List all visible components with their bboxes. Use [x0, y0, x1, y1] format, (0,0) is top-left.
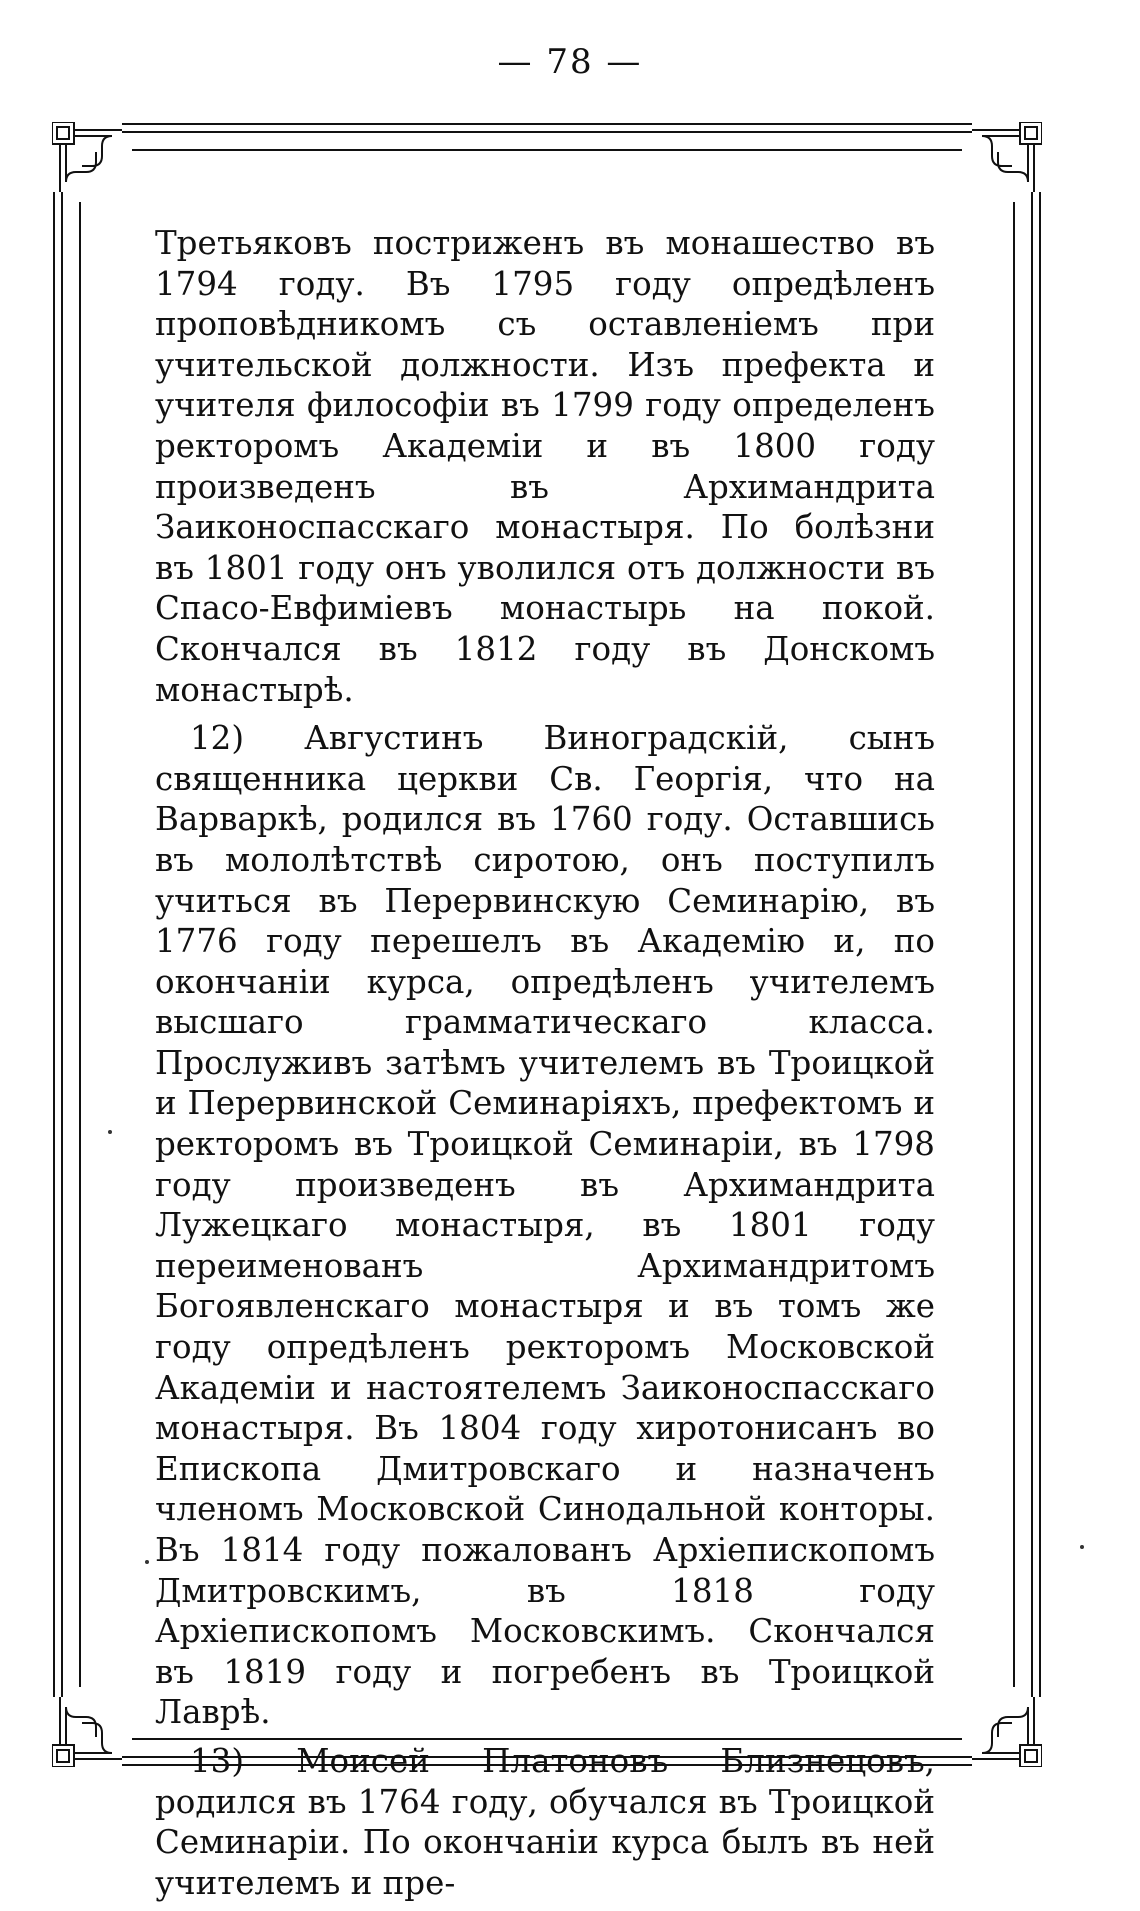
paragraph-avgustin: 12) Августинъ Виноградскій, сынъ священника церкви Св. Георгія, что на Варваркѣ, родился въ 1760 году. Оставшись въ мололѣтствѣ сиротою, онъ поступилъ учиться въ Перервинскую Семинарію, въ 1776 году перешелъ въ Академію и, по окончаніи курса, опредѣленъ учителемъ высшаго грамматическаго класса. Прослуживъ затѣмъ учителемъ въ Троицкой и Перервинской Семинаріяхъ, префектомъ и ректоромъ въ Троицкой Семинаріи, въ 1798 году произведенъ въ Архимандрита Лужецкаго монастыря, въ 1801 году переименованъ Архимандритомъ Богоявленскаго монастыря и въ томъ же году опредѣленъ ректоромъ Московской Академіи и настоятелемъ Заиконоспасскаго монастыря. Въ 1804 году хиротонисанъ во Епископа Дмитровскаго и назначенъ членомъ Московской Синодальной конторы. Въ 1814 году пожалованъ Архіепископомъ Дмитровскимъ, въ 1818 году Архіепископомъ Московскимъ. Скончался въ 1819 году и погребенъ въ Троицкой Лаврѣ. — [155, 719, 935, 1732]
page-number: — 78 — — [497, 42, 643, 82]
body-text — [155, 223, 935, 1911]
print-speck — [108, 1130, 112, 1134]
paragraph-continuation: Третьяковъ постриженъ въ монашество въ 1794 году. Въ 1795 году опредѣленъ проповѣдникомъ съ оставленіемъ при учительской должности. Изъ префекта и учителя философіи въ 1799 году определенъ ректоромъ Академіи и въ 1800 году произведенъ въ Архимандрита Заиконоспасскаго монастыря. По болѣзни въ 1801 году онъ уволился отъ должности въ Спасо-Евфиміевъ монастырь на покой. Скончался въ 1812 году въ Донскомъ монастырѣ. — [155, 224, 935, 709]
paragraph-moisei: 13) Моисей Платоновъ Близнецовъ, родился въ 1764 году, обучался въ Троицкой Семинаріи. По окончаніи курса былъ въ ней учителемъ и пре- — [155, 1741, 935, 1902]
print-speck — [145, 1560, 149, 1564]
print-speck — [1080, 1545, 1084, 1549]
